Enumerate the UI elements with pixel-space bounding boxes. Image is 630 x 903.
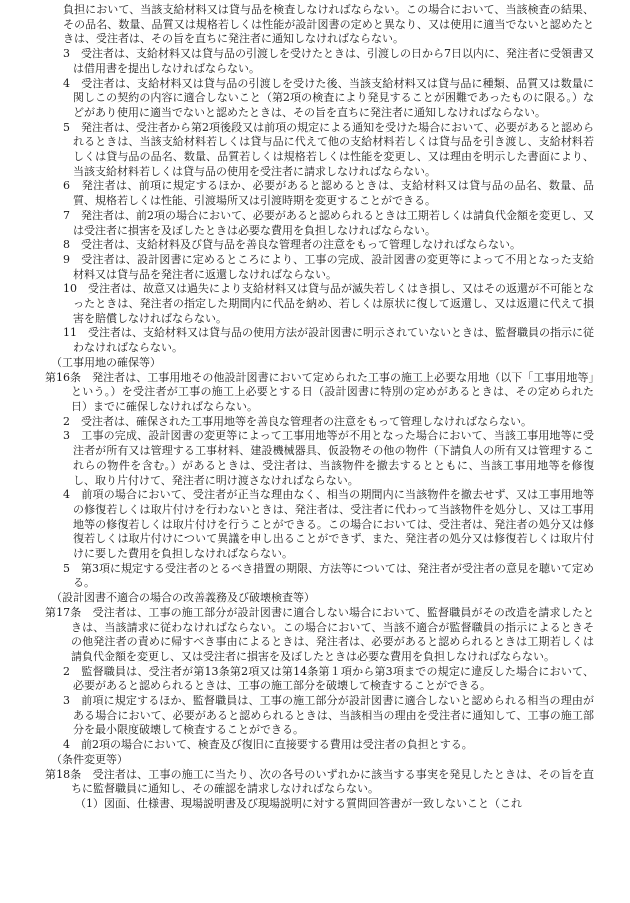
article-heading-paragraph: 第17条 受注者は、工事の施工部分が設計図書に適合しない場合において、監督職員がその改造を請求したときは、当該請求に従わなければならない。この場合において、当該不適合が監督職員の指示によるときその他発注者の責めに帰すべき事由によるときは、発注者は、必要があると認められるときは工期若しくは請負代金額を変更し、又は受注者に損害を及ぼしたときは必要な費用を負担しなければならない。 [45, 605, 594, 663]
paragraph: 負担において、当該支給材料又は貸与品を検査しなければならない。この場合において、当該検査の結果、その品名、数量、品質又は規格若しくは性能が設計図書の定めと異なり、又は使用に適当でないと認めたときは、受注者は、その旨を直ちに発注者に通知しなければならない。 [63, 3, 594, 46]
subitem-paragraph: （1）図面、仕様書、現場説明書及び現場説明に対する質問回答書が一致しないこと（これ [75, 796, 522, 810]
article-heading-paragraph: 第16条 発注者は、工事用地その他設計図書において定められた工事の施工上必要な用地（以下「工事用地等」という。）を受注者が工事の施工上必要とする日（設計図書に特別の定めがあるときは、その定められた日）までに確保しなければならない。 [45, 370, 594, 413]
paragraph: 4 前項の場合において、受注者が正当な理由なく、相当の期間内に当該物件を撤去せず、又は工事用地等の修復若しくは取片付けを行わないときは、発注者は、受注者に代わって当該物件を処分し、又は工事用地等の修復若しくは取片付けを行うことができる。この場合においては、受注者は、発注者の処分又は修復若しくは取片付けについて異議を申し出ることができず、また、発注者の処分又は修復若しくは取片付けに要した費用を負担しなければならない。 [63, 488, 594, 561]
paragraph: 5 発注者は、受注者から第2項後段又は前項の規定による通知を受けた場合において、必要があると認められるときは、当該支給材料若しくは貸与品に代えて他の支給材料若しくは貸与品を引き渡し、支給材料若しくは貸与品の品名、数量、品質若しくは規格若しくは性能を変更し、又は理由を明示した書面により、当該支給材料若しくは貸与品の使用を受注者に請求しなければならない。 [63, 120, 594, 178]
paragraph: 7 発注者は、前2項の場合において、必要があると認められるときは工期若しくは請負代金額を変更し、又は受注者に損害を及ぼしたときは必要な費用を負担しなければならない。 [63, 208, 594, 237]
paragraph: 6 発注者は、前項に規定するほか、必要があると認めるときは、支給材料又は貸与品の品名、数量、品質、規格若しくは性能、引渡場所又は引渡時期を変更することができる。 [63, 179, 594, 208]
paragraph: 4 受注者は、支給材料又は貸与品の引渡しを受けた後、当該支給材料又は貸与品に種類、品質又は数量に関しこの契約の内容に適合しないこと（第2項の検査により発見することが困難であったものに限る。）などがあり使用に適当でないと認めたときは、その旨を直ちに発注者に通知しなければならない。 [63, 76, 594, 119]
paragraph: 4 前2項の場合において、検査及び復旧に直接要する費用は受注者の負担とする。 [63, 738, 473, 752]
paragraph: 3 前項に規定するほか、監督職員は、工事の施工部分が設計図書に適合しないと認められる相当の理由がある場合において、必要があると認められるときは、当該相当の理由を受注者に通知して、工事の施工部分を最小限度破壊して検査することができる。 [63, 694, 594, 737]
article-caption: （工事用地の確保等） [51, 355, 161, 369]
paragraph: 10 受注者は、故意又は過失により支給材料又は貸与品が滅失若しくはき損し、又はその返還が不可能となったときは、発注者の指定した期間内に代品を納め、若しくは原状に復して返還し、又は返還に代えて損害を賠償しなければならない。 [63, 282, 594, 325]
paragraph: 5 第3項に規定する受注者のとるべき措置の期限、方法等については、発注者が受注者の意見を聴いて定める。 [63, 561, 594, 590]
paragraph: 2 監督職員は、受注者が第13条第2項又は第14条第１項から第3項までの規定に違反した場合において、必要があると認められるときは、工事の施工部分を破壊して検査することができる。 [63, 664, 594, 693]
article-caption: （条件変更等） [51, 752, 128, 766]
paragraph: 8 受注者は、支給材料及び貸与品を善良な管理者の注意をもって管理しなければならない。 [63, 238, 521, 252]
paragraph: 9 受注者は、設計図書に定めるところにより、工事の完成、設計図書の変更等によって不用となった支給材料又は貸与品を発注者に返還しなければならない。 [63, 252, 594, 281]
paragraph: 3 工事の完成、設計図書の変更等によって工事用地等が不用となった場合において、当該工事用地等に受注者が所有又は管理する工事材料、建設機械器具、仮設物その他の物件（下請負人の所有又は管理するこれらの物件を含む。）があるときは、受注者は、当該物件を撤去するとともに、当該工事用地等を修復し、取り片付けて、発注者に明け渡さなければならない。 [63, 429, 594, 487]
paragraph: 3 受注者は、支給材料又は貸与品の引渡しを受けたときは、引渡しの日から7日以内に、発注者に受領書又は借用書を提出しなければならない。 [63, 47, 594, 75]
article-heading-paragraph: 第18条 受注者は、工事の施工に当たり、次の各号のいずれかに該当する事実を発見したときは、その旨を直ちに監督職員に通知し、その確認を請求しなければならない。 [45, 767, 594, 796]
article-caption: （設計図書不適合の場合の改善義務及び破壊検査等） [51, 591, 315, 605]
paragraph: 11 受注者は、支給材料又は貸与品の使用方法が設計図書に明示されていないときは、監督職員の指示に従わなければならない。 [63, 326, 594, 355]
paragraph: 2 受注者は、確保された工事用地等を善良な管理者の注意をもって管理しなければならない。 [63, 414, 532, 428]
